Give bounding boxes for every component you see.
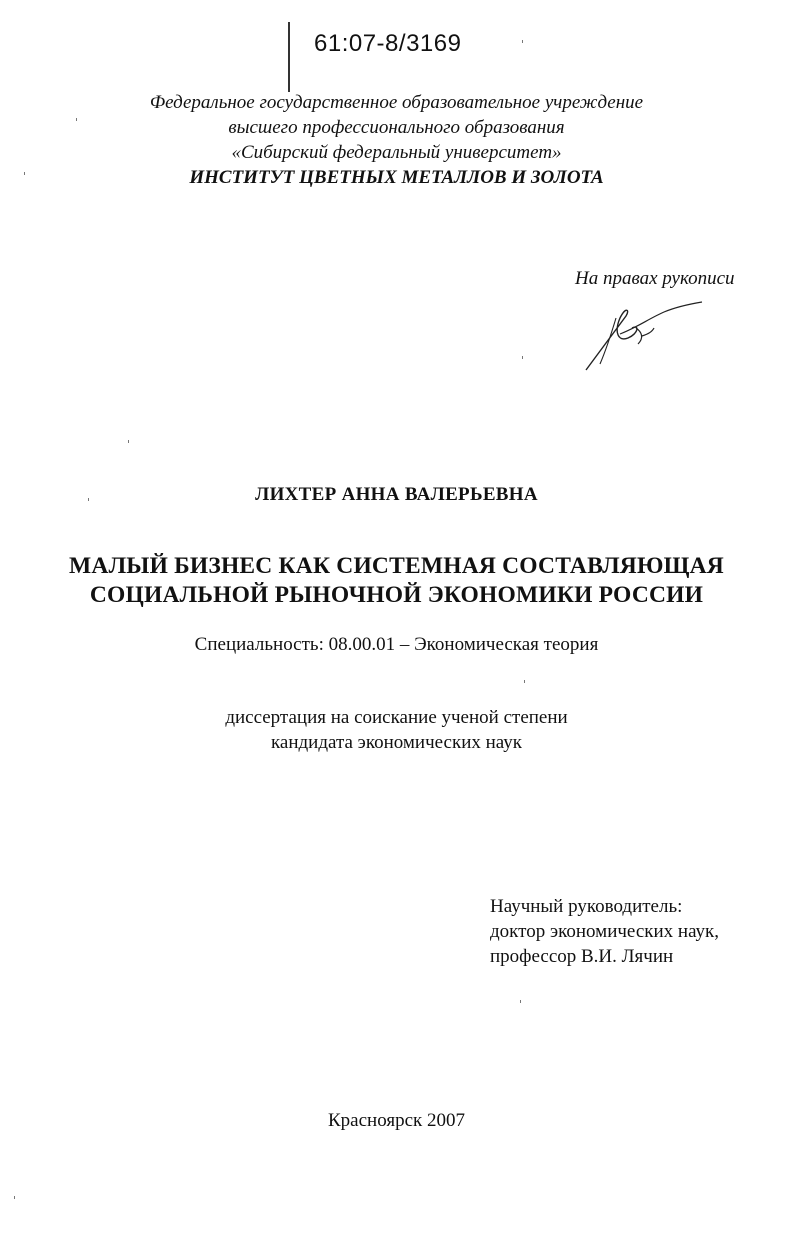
archive-stamp-bar: [288, 22, 290, 92]
supervisor-label: Научный руководитель:: [490, 896, 683, 917]
scan-speck: [76, 118, 77, 121]
institution-block: [0, 90, 793, 190]
author-name: ЛИХТЕР АННА ВАЛЕРЬЕВНА: [255, 484, 538, 505]
institution-line-2: высшего профессионального образования: [228, 117, 565, 138]
scan-speck: [14, 1196, 15, 1199]
signature: [580, 288, 710, 378]
institution-line-3: «Сибирский федеральный университет»: [231, 142, 562, 163]
manuscript-note: На правах рукописи: [575, 268, 735, 289]
institute-name: ИНСТИТУТ ЦВЕТНЫХ МЕТАЛЛОВ И ЗОЛОТА: [189, 167, 604, 188]
degree-line-1: диссертация на соискание ученой степени: [225, 707, 568, 728]
supervisor-degree: доктор экономических наук,: [490, 921, 720, 942]
scan-speck: [128, 440, 129, 443]
scan-speck: [24, 172, 25, 175]
scan-speck: [524, 680, 525, 683]
scan-speck: [522, 40, 523, 43]
scan-speck: [520, 1000, 521, 1003]
institution-line-1: Федеральное государственное образовательное учреждение: [149, 92, 644, 113]
scan-speck: [88, 498, 89, 501]
supervisor-block: [490, 894, 719, 969]
scan-speck: [522, 356, 523, 359]
specialty: Специальность: 08.00.01 – Экономическая теория: [194, 634, 599, 655]
archive-code: 61:07-8/3169: [314, 30, 462, 57]
title-line-2: СОЦИАЛЬНОЙ РЫНОЧНОЙ ЭКОНОМИКИ РОССИИ: [89, 582, 704, 608]
dissertation-title: [0, 552, 793, 610]
supervisor-name: профессор В.И. Лячин: [490, 946, 674, 967]
city-year: Красноярск 2007: [328, 1110, 465, 1131]
title-line-1: МАЛЫЙ БИЗНЕС КАК СИСТЕМНАЯ СОСТАВЛЯЮЩАЯ: [69, 553, 724, 579]
degree-block: [0, 705, 793, 755]
degree-line-2: кандидата экономических наук: [270, 732, 523, 753]
